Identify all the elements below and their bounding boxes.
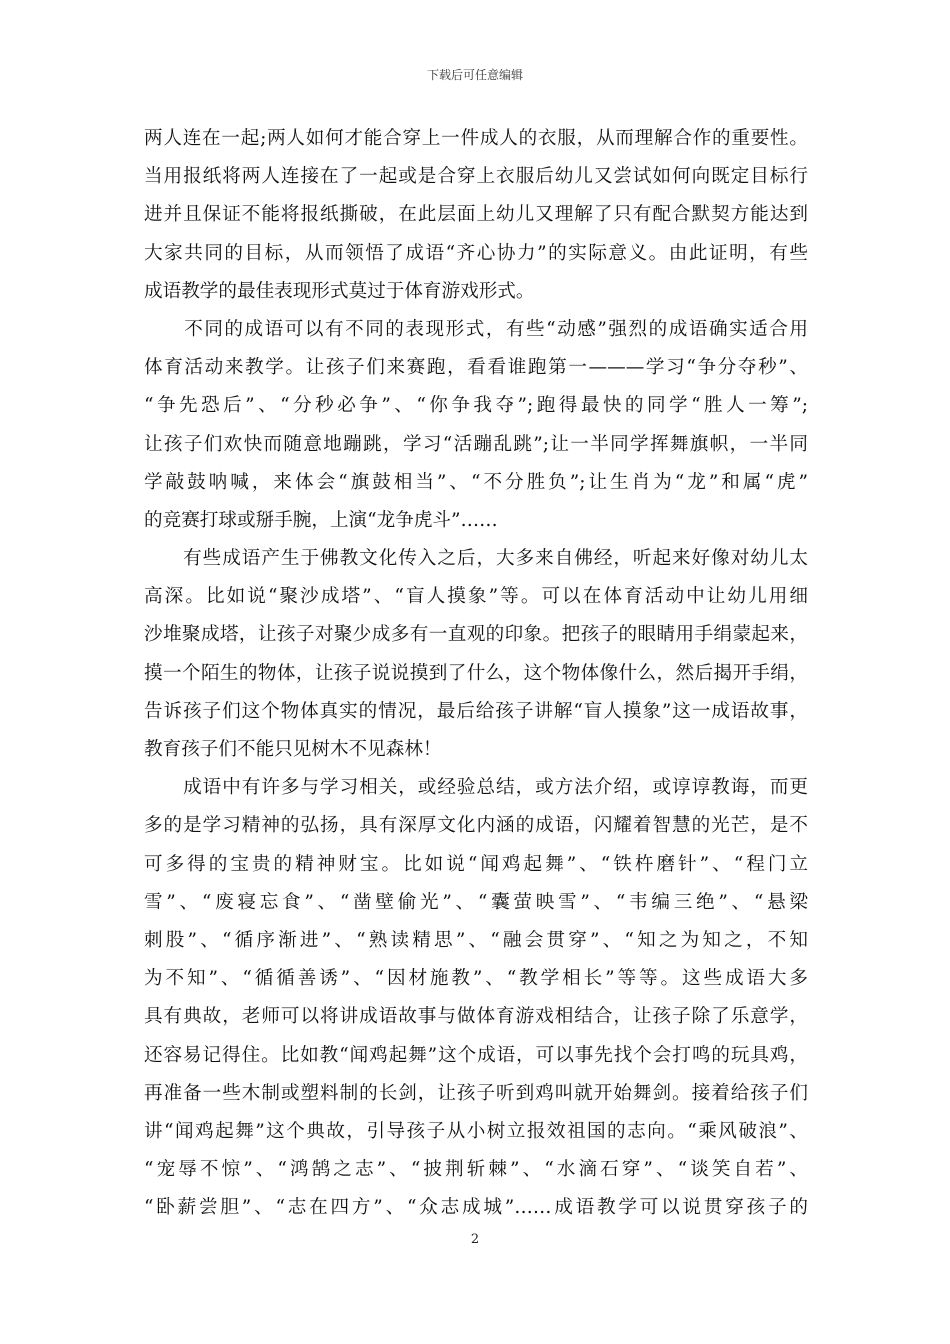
text-line: 高深。比如说“聚沙成塔”、“盲人摸象”等。可以在体育活动中让幼儿用细: [144, 586, 808, 608]
text-line: 不同的成语可以有不同的表现形式，有些“动感”强烈的成语确实适合用: [144, 318, 808, 340]
text-line: 进并且保证不能将报纸撕破，在此层面上幼儿又理解了只有配合默契方能达到: [144, 204, 808, 226]
text-line: 还容易记得住。比如教“闻鸡起舞”这个成语，可以事先找个会打鸣的玩具鸡，: [144, 1044, 808, 1066]
text-line: 具有典故，老师可以将讲成语故事与做体育游戏相结合，让孩子除了乐意学，: [144, 1006, 808, 1028]
text-line: “宠辱不惊”、“鸿鹄之志”、“披荆斩棘”、“水滴石穿”、“谈笑自若”、: [144, 1159, 808, 1181]
page-number: 2: [470, 1232, 480, 1247]
text-line: 学敲鼓呐喊，来体会“旗鼓相当”、“不分胜负”;让生肖为“龙”和属“虎”: [144, 471, 808, 493]
text-line: 体育活动来教学。让孩子们来赛跑，看看谁跑第一———学习“争分夺秒”、: [144, 357, 808, 379]
text-line: 有些成语产生于佛教文化传入之后，大多来自佛经，听起来好像对幼儿太: [144, 548, 808, 570]
text-line: 成语教学的最佳表现形式莫过于体育游戏形式。: [144, 280, 535, 302]
text-line: “卧薪尝胆”、“志在四方”、“众志成城”……成语教学可以说贯穿孩子的: [144, 1197, 808, 1219]
text-line: 刺股”、“循序渐进”、“熟读精思”、“融会贯穿”、“知之为知之，不知: [144, 929, 808, 951]
text-line: 摸一个陌生的物体，让孩子说说摸到了什么，这个物体像什么，然后揭开手绢，: [144, 662, 808, 684]
text-line: “争先恐后”、“分秒必争”、“你争我夺”;跑得最快的同学“胜人一筹”;: [144, 395, 808, 417]
text-line: 沙堆聚成塔，让孩子对聚少成多有一直观的印象。把孩子的眼睛用手绢蒙起来，: [144, 624, 808, 646]
page-header: 下载后可任意编辑: [426, 68, 523, 82]
text-line: 雪”、“废寝忘食”、“凿壁偷光”、“囊萤映雪”、“韦编三绝”、“悬梁: [144, 891, 808, 913]
text-line: 告诉孩子们这个物体真实的情况，最后给孩子讲解“盲人摸象”这一成语故事，: [144, 700, 808, 722]
text-line: 多的是学习精神的弘扬，具有深厚文化内涵的成语，闪耀着智慧的光芒，是不: [144, 815, 808, 837]
body-text: [144, 120, 808, 1227]
text-line: 为不知”、“循循善诱”、“因材施教”、“教学相长”等等。这些成语大多: [144, 968, 808, 990]
text-line: 大家共同的目标，从而领悟了成语“齐心协力”的实际意义。由此证明，有些: [144, 242, 808, 264]
text-line: 讲“闻鸡起舞”这个典故，引导孩子从小树立报效祖国的志向。“乘风破浪”、: [144, 1120, 808, 1142]
text-line: 当用报纸将两人连接在了一起或是合穿上衣服后幼儿又尝试如何向既定目标行: [144, 166, 808, 188]
text-line: 再准备一些木制或塑料制的长剑，让孩子听到鸡叫就开始舞剑。接着给孩子们: [144, 1082, 808, 1104]
text-line: 的竞赛打球或掰手腕，上演“龙争虎斗”……: [144, 509, 498, 531]
text-line: 可多得的宝贵的精神财宝。比如说“闻鸡起舞”、“铁杵磨针”、“程门立: [144, 853, 808, 875]
text-line: 两人连在一起;两人如何才能合穿上一件成人的衣服，从而理解合作的重要性。: [144, 128, 808, 149]
text-line: 教育孩子们不能只见树木不见森林！: [144, 739, 442, 760]
text-line: 成语中有许多与学习相关，或经验总结，或方法介绍，或谆谆教诲，而更: [144, 777, 808, 799]
text-line: 让孩子们欢快而随意地蹦跳，学习“活蹦乱跳”;让一半同学挥舞旗帜，一半同: [144, 433, 808, 455]
